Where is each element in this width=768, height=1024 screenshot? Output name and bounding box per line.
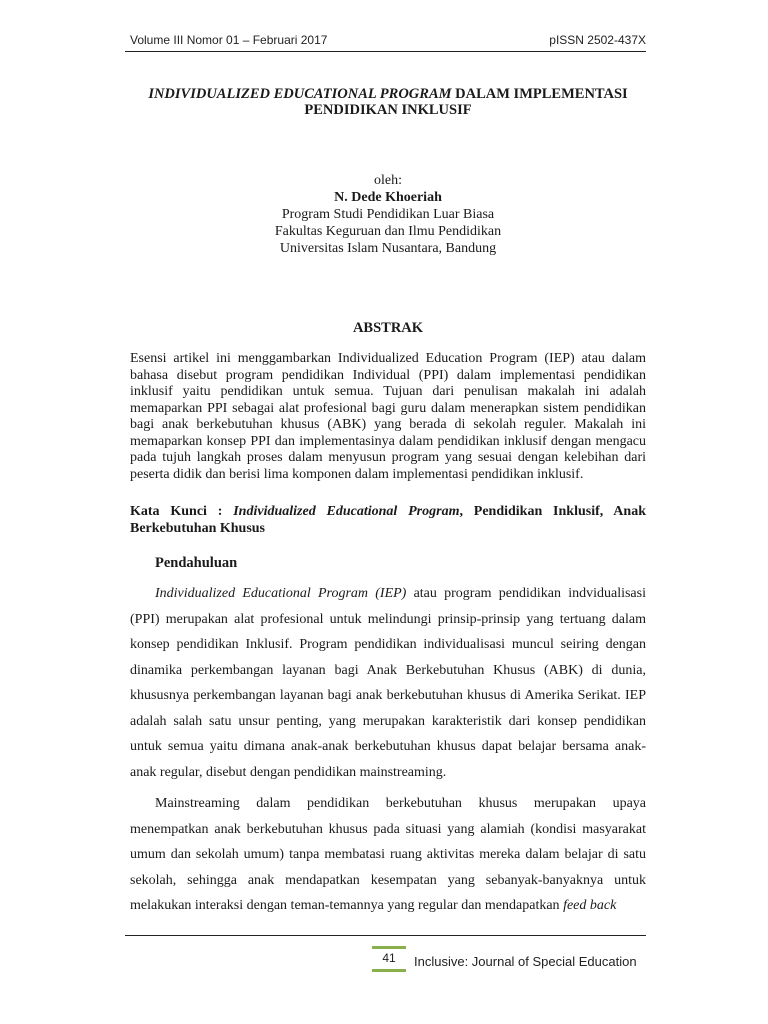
title-line2: PENDIDIKAN INKLUSIF bbox=[304, 102, 472, 118]
author-program: Program Studi Pendidikan Luar Biasa bbox=[281, 207, 495, 222]
abstract-body: Esensi artikel ini menggambarkan Individualized Education Program (IEP) atau dalam bahasa disebut program pendidikan Individual (PPI) dalam implementasi pendidikan inklusif yaitu pendidikan untuk semua. Tujuan dari penulisan makalah ini adalah memaparkan PPI sebagai alat profesional bagi guru dalam menerapkan sistem pendidikan bagi anak berkebutuhan khusus (ABK) yang berada di sekolah reguler. Makalah ini memaparkan konsep PPI dan implementasinya dalam pendidikan inklusif dengan mengacu pada tujuh langkah proses dalam menyusun program yang sesuai dengan kelebihan dari peserta didik dan berisi lima komponen dalam implementasi pendidikan inklusif. bbox=[130, 351, 646, 482]
keywords-rest: , Pendidikan Inklusif, Anak Berkebutuhan Khusus bbox=[130, 504, 646, 536]
paragraph-2 bbox=[130, 791, 646, 919]
keywords-italic-term: Individualized Educational Program bbox=[233, 504, 460, 519]
header-divider bbox=[125, 51, 646, 52]
author-faculty: Fakultas Keguruan dan Ilmu Pendidikan bbox=[274, 224, 502, 239]
keywords bbox=[130, 503, 646, 537]
author-name: N. Dede Khoeriah bbox=[334, 190, 442, 205]
para2-italic-term: feed back bbox=[563, 898, 617, 913]
keywords-label: Kata Kunci : bbox=[130, 504, 234, 519]
by-label: oleh: bbox=[374, 173, 402, 188]
title-rest-line1: DALAM IMPLEMENTASI bbox=[451, 86, 628, 102]
para2-text: Mainstreaming dalam pendidikan berkebutuhan khusus merupakan upaya menempatkan anak berkebutuhan khusus pada situasi yang alamiah (kondisi masyarakat umum dan sekolah umum) tanpa membatasi ruang aktivitas mereka dalam belajar di satu sekolah, sehingga anak mendapatkan kesempatan yang sebanyak-banyaknya untuk melakukan interaksi dengan teman-temannya yang regular dan mendapatkan bbox=[130, 796, 646, 913]
footer-divider bbox=[125, 935, 646, 936]
section-heading: Pendahuluan bbox=[155, 555, 238, 571]
page-number: 41 bbox=[372, 946, 406, 972]
byline bbox=[130, 172, 646, 257]
issn: pISSN 2502-437X bbox=[549, 33, 646, 47]
title-italic-part: INDIVIDUALIZED EDUCATIONAL PROGRAM bbox=[148, 86, 452, 102]
running-header bbox=[130, 33, 646, 47]
paragraph-1 bbox=[130, 581, 646, 785]
journal-name: Inclusive: Journal of Special Education bbox=[414, 954, 637, 969]
author-university: Universitas Islam Nusantara, Bandung bbox=[279, 241, 497, 256]
para1-italic-term: Individualized Educational Program (IEP) bbox=[155, 586, 407, 601]
abstract-heading: ABSTRAK bbox=[352, 320, 424, 336]
article-title bbox=[130, 86, 646, 118]
para1-text: atau program pendidikan indvidualisasi (PPI) merupakan alat profesional untuk melindungi prinsip-prinsip yang tertuang dalam konsep pendidikan Inklusif. Program pendidikan individualisasi muncul seiring dengan dinamika perkembangan layanan bagi Anak Berkebutuhan Khusus (ABK) di dunia, khususnya perkembangan layanan bagi anak berkebutuhan khusus di Amerika Serikat. IEP adalah salah satu unsur penting, yang merupakan karakteristik dari konsep pendidikan untuk semua yaitu dimana anak-anak berkebutuhan khusus dapat belajar bersama anak-anak regular, disebut dengan pendidikan mainstreaming. bbox=[130, 586, 646, 780]
volume-info: Volume III Nomor 01 – Februari 2017 bbox=[130, 33, 328, 47]
